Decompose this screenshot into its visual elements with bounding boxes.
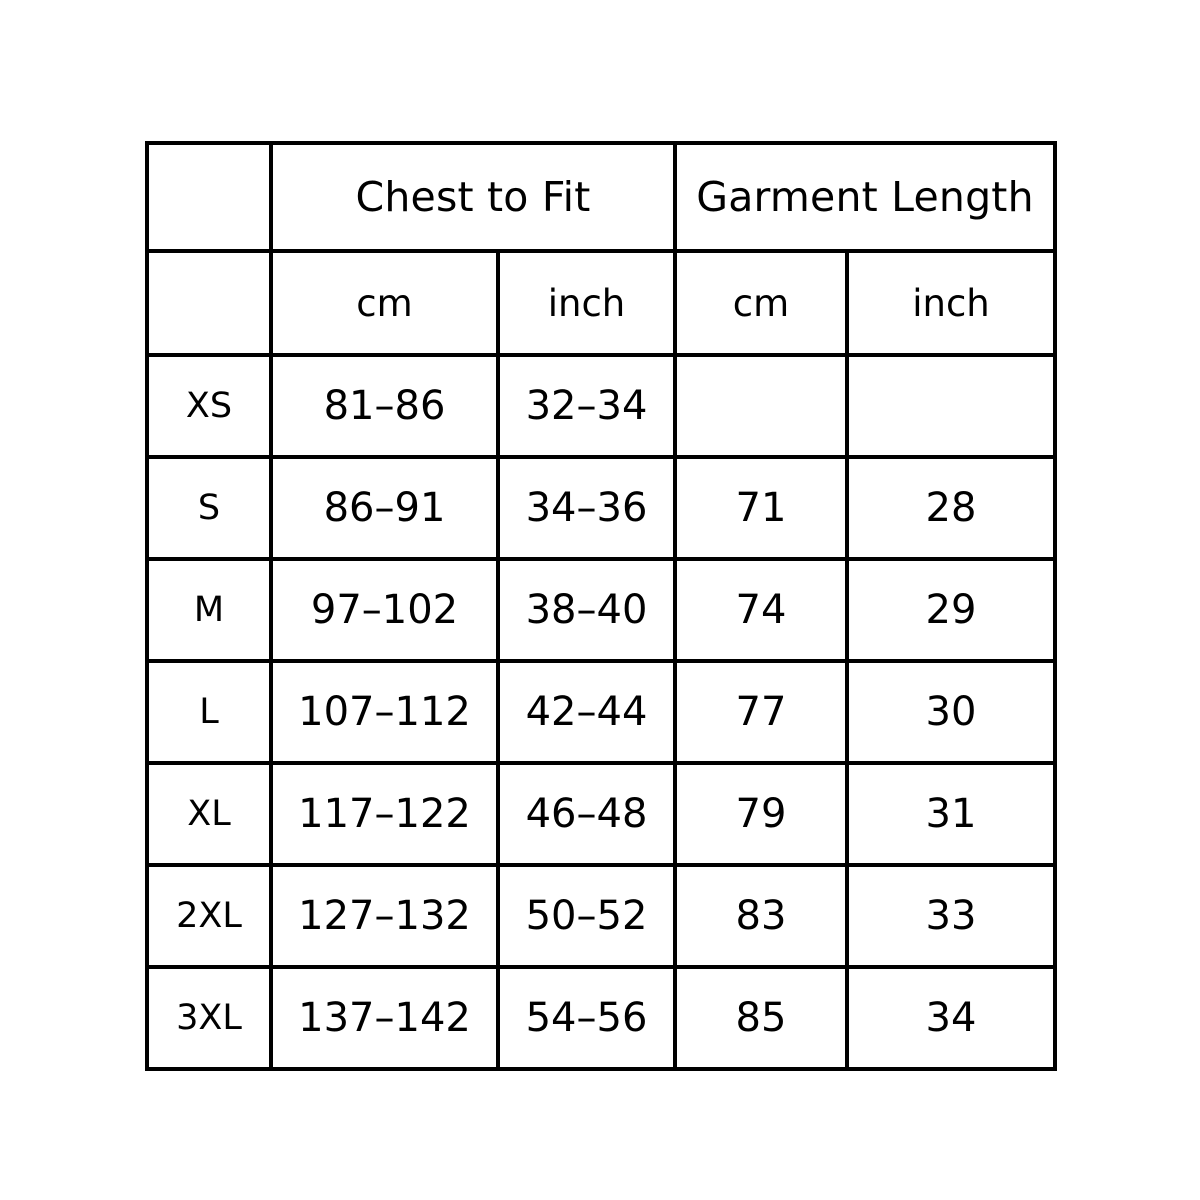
unit-header-length-cm: cm [675, 251, 847, 355]
row-size-label: 2XL [147, 865, 271, 967]
row-size-label: L [147, 661, 271, 763]
group-header-garment-length: Garment Length [675, 143, 1055, 251]
table-row [147, 559, 1055, 661]
cell-chest-inch: 32–34 [498, 355, 675, 457]
row-size-label: XL [147, 763, 271, 865]
cell-chest-inch: 42–44 [498, 661, 675, 763]
cell-length-cm: 71 [675, 457, 847, 559]
unit-header-length-inch: inch [847, 251, 1055, 355]
cell-chest-inch: 34–36 [498, 457, 675, 559]
size-chart-table [145, 141, 1057, 1071]
cell-chest-cm: 137–142 [271, 967, 498, 1069]
cell-chest-cm: 86–91 [271, 457, 498, 559]
cell-chest-cm: 107–112 [271, 661, 498, 763]
unit-header-chest-cm: cm [271, 251, 498, 355]
table-row [147, 967, 1055, 1069]
corner-cell [147, 143, 271, 251]
cell-length-inch: 33 [847, 865, 1055, 967]
cell-length-inch: 34 [847, 967, 1055, 1069]
row-size-label: M [147, 559, 271, 661]
table-row [147, 355, 1055, 457]
table-body [147, 355, 1055, 1069]
cell-chest-cm: 97–102 [271, 559, 498, 661]
cell-length-cm: 85 [675, 967, 847, 1069]
table-row [147, 865, 1055, 967]
cell-length-inch: 30 [847, 661, 1055, 763]
table-row [147, 763, 1055, 865]
cell-length-cm: 74 [675, 559, 847, 661]
cell-chest-inch: 50–52 [498, 865, 675, 967]
cell-chest-cm: 127–132 [271, 865, 498, 967]
group-header-chest: Chest to Fit [271, 143, 675, 251]
row-size-label: S [147, 457, 271, 559]
cell-length-cm: 77 [675, 661, 847, 763]
group-header-row [147, 143, 1055, 251]
cell-chest-inch: 38–40 [498, 559, 675, 661]
cell-length-inch: 28 [847, 457, 1055, 559]
unit-header-chest-inch: inch [498, 251, 675, 355]
cell-chest-cm: 117–122 [271, 763, 498, 865]
table-row [147, 457, 1055, 559]
table-row [147, 661, 1055, 763]
size-chart-table-wrapper [145, 141, 1053, 1060]
corner-cell-2 [147, 251, 271, 355]
cell-length-cm: 79 [675, 763, 847, 865]
cell-length-cm: 83 [675, 865, 847, 967]
row-size-label: XS [147, 355, 271, 457]
cell-length-inch: 31 [847, 763, 1055, 865]
cell-length-inch [847, 355, 1055, 457]
cell-length-inch: 29 [847, 559, 1055, 661]
row-size-label: 3XL [147, 967, 271, 1069]
cell-length-cm [675, 355, 847, 457]
cell-chest-inch: 54–56 [498, 967, 675, 1069]
unit-header-row [147, 251, 1055, 355]
cell-chest-inch: 46–48 [498, 763, 675, 865]
table-header [147, 143, 1055, 355]
cell-chest-cm: 81–86 [271, 355, 498, 457]
